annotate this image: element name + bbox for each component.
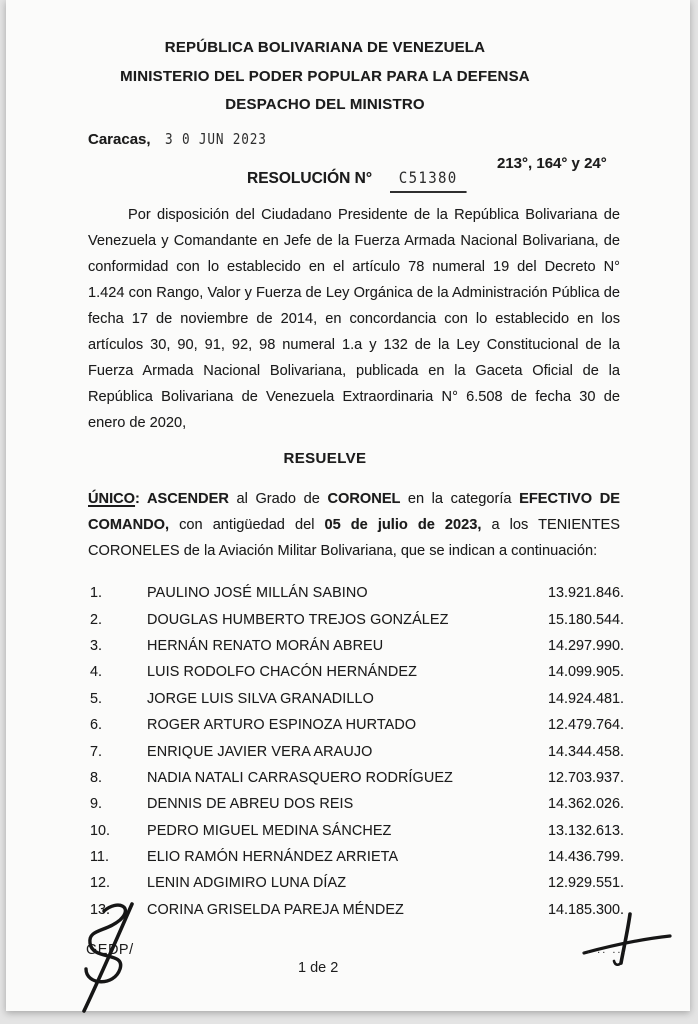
officers-list — [90, 580, 624, 923]
item-number: 2. — [90, 611, 103, 628]
list-item — [90, 659, 624, 685]
unico-label: ÚNICO — [88, 491, 136, 507]
unico-line — [88, 486, 620, 512]
list-item — [90, 791, 624, 817]
date-stamp: 3 0 JUN 2023 — [164, 130, 267, 148]
header-ministry: MINISTERIO DEL PODER POPULAR PARA LA DEFENSA — [120, 67, 530, 85]
document-header — [60, 34, 590, 120]
item-number: 11. — [90, 849, 109, 866]
resuelve-heading: RESUELVE — [283, 450, 367, 467]
officer-id: 14.099.905. — [547, 664, 624, 681]
officer-id: 14.297.990. — [547, 637, 624, 654]
page-number: 1 de 2 — [298, 960, 339, 976]
unico-text: a los TENIENTES — [491, 517, 620, 533]
city-label: Caracas, — [88, 131, 151, 148]
preamble-line: Venezuela y Comandante en Jefe de la Fuerza Armada Nacional Bolivariana, de — [88, 233, 620, 249]
preamble-line: Fuerza Armada Nacional Bolivariana, publicada en la Gaceta Oficial de la — [88, 363, 620, 379]
drafter-initials: GEDP/ — [86, 942, 134, 958]
header-republic: REPÚBLICA BOLIVARIANA DE VENEZUELA — [164, 39, 486, 56]
officer-id: 15.180.544. — [547, 611, 624, 628]
officer-name: LUIS RODOLFO CHACÓN HERNÁNDEZ — [147, 664, 417, 681]
list-item — [90, 765, 624, 791]
preamble-line: Por disposición del Ciudadano Presidente de la República Bolivariana de — [128, 207, 620, 223]
resolution-number-stamp: C51380 — [390, 168, 466, 193]
list-item — [90, 897, 624, 923]
item-number: 8. — [90, 769, 103, 786]
officer-id: 12.703.937. — [547, 769, 624, 786]
list-item — [90, 844, 624, 870]
officer-name: LENIN ADGIMIRO LUNA DÍAZ — [147, 875, 347, 892]
list-item — [90, 580, 624, 606]
officer-name: JORGE LUIS SILVA GRANADILLO — [147, 690, 374, 707]
list-item — [90, 633, 624, 659]
header-office: DESPACHO DEL MINISTRO — [225, 96, 425, 113]
officer-name: CORINA GRISELDA PAREJA MÉNDEZ — [147, 901, 404, 918]
item-number: 9. — [90, 796, 103, 813]
officer-id: 13.921.846. — [547, 585, 624, 602]
list-item — [90, 870, 624, 896]
item-number: 4. — [90, 664, 103, 681]
resolution-line — [247, 168, 477, 193]
dotted-line: .. .. ... — [582, 944, 628, 956]
document-page — [6, 0, 690, 1011]
officer-name: PAULINO JOSÉ MILLÁN SABINO — [147, 585, 368, 602]
list-item — [90, 712, 624, 738]
preamble-paragraph — [88, 202, 620, 436]
preamble-line: República Bolivariana de Venezuela Extraordinaria N° 6.508 de fecha 30 de — [88, 389, 620, 405]
officer-id: 12.929.551. — [547, 875, 624, 892]
unico-text: CORONEL — [327, 491, 408, 507]
item-number: 1. — [90, 585, 103, 602]
list-item — [90, 606, 624, 632]
unico-text: COMANDO, — [88, 517, 180, 533]
officer-name: ENRIQUE JAVIER VERA ARAUJO — [147, 743, 373, 760]
officer-id: 14.185.300. — [547, 901, 624, 918]
unico-paragraph — [88, 486, 620, 564]
item-number: 7. — [90, 743, 103, 760]
resolution-label: RESOLUCIÓN N° — [247, 170, 373, 187]
unico-text: 05 de julio de 2023, — [324, 517, 492, 533]
officer-name: ROGER ARTURO ESPINOZA HURTADO — [147, 717, 417, 734]
unico-text: ASCENDER — [146, 491, 237, 507]
list-item — [90, 818, 624, 844]
check-mark — [578, 911, 674, 967]
preamble-line: 1.424 con Rango, Valor y Fuerza de Ley Orgánica de la Administración Pública de — [88, 285, 620, 301]
list-item — [90, 738, 624, 764]
item-number: 3. — [90, 637, 103, 654]
anniversary-years: 213°, 164° y 24° — [497, 155, 607, 172]
officer-id: 13.132.613. — [547, 822, 624, 839]
officer-name: HERNÁN RENATO MORÁN ABREU — [147, 637, 384, 654]
officer-id: 14.924.481. — [547, 690, 624, 707]
item-number: 5. — [90, 690, 103, 707]
item-number: 6. — [90, 717, 103, 734]
unico-line — [88, 512, 620, 538]
unico-text: al Grado de — [236, 491, 328, 507]
officer-id: 14.362.026. — [547, 796, 624, 813]
unico-text: : — [135, 491, 147, 507]
signature-mark — [48, 901, 160, 1013]
list-item — [90, 686, 624, 712]
dateline — [88, 130, 289, 148]
officer-name: NADIA NATALI CARRASQUERO RODRÍGUEZ — [147, 769, 453, 786]
unico-text: EFECTIVO DE — [519, 491, 620, 507]
officer-id: 14.344.458. — [547, 743, 624, 760]
preamble-line: artículos 30, 90, 91, 92, 98 numeral 1.a y 132 de la Ley Constitucional de la — [88, 337, 620, 353]
officer-id: 14.436.799. — [547, 849, 624, 866]
unico-line: CORONELES de la Aviación Militar Bolivariana, que se indican a continuación: — [88, 543, 598, 559]
officer-name: PEDRO MIGUEL MEDINA SÁNCHEZ — [147, 822, 392, 839]
item-number: 13. — [90, 901, 111, 918]
unico-text: en la categoría — [407, 491, 520, 507]
unico-text: con antigüedad del — [179, 517, 325, 533]
preamble-line: conformidad con lo establecido en el artículo 78 numeral 19 del Decreto N° — [88, 259, 620, 275]
officer-name: ELIO RAMÓN HERNÁNDEZ ARRIETA — [147, 849, 399, 866]
officer-name: DOUGLAS HUMBERTO TREJOS GONZÁLEZ — [147, 611, 449, 628]
preamble-line: enero de 2020, — [88, 415, 187, 431]
preamble-line: fecha 17 de noviembre de 2014, en concordancia con lo establecido en los — [88, 311, 620, 327]
item-number: 10. — [90, 822, 111, 839]
officer-id: 12.479.764. — [547, 717, 624, 734]
officer-name: DENNIS DE ABREU DOS REIS — [147, 796, 354, 813]
item-number: 12. — [90, 875, 111, 892]
